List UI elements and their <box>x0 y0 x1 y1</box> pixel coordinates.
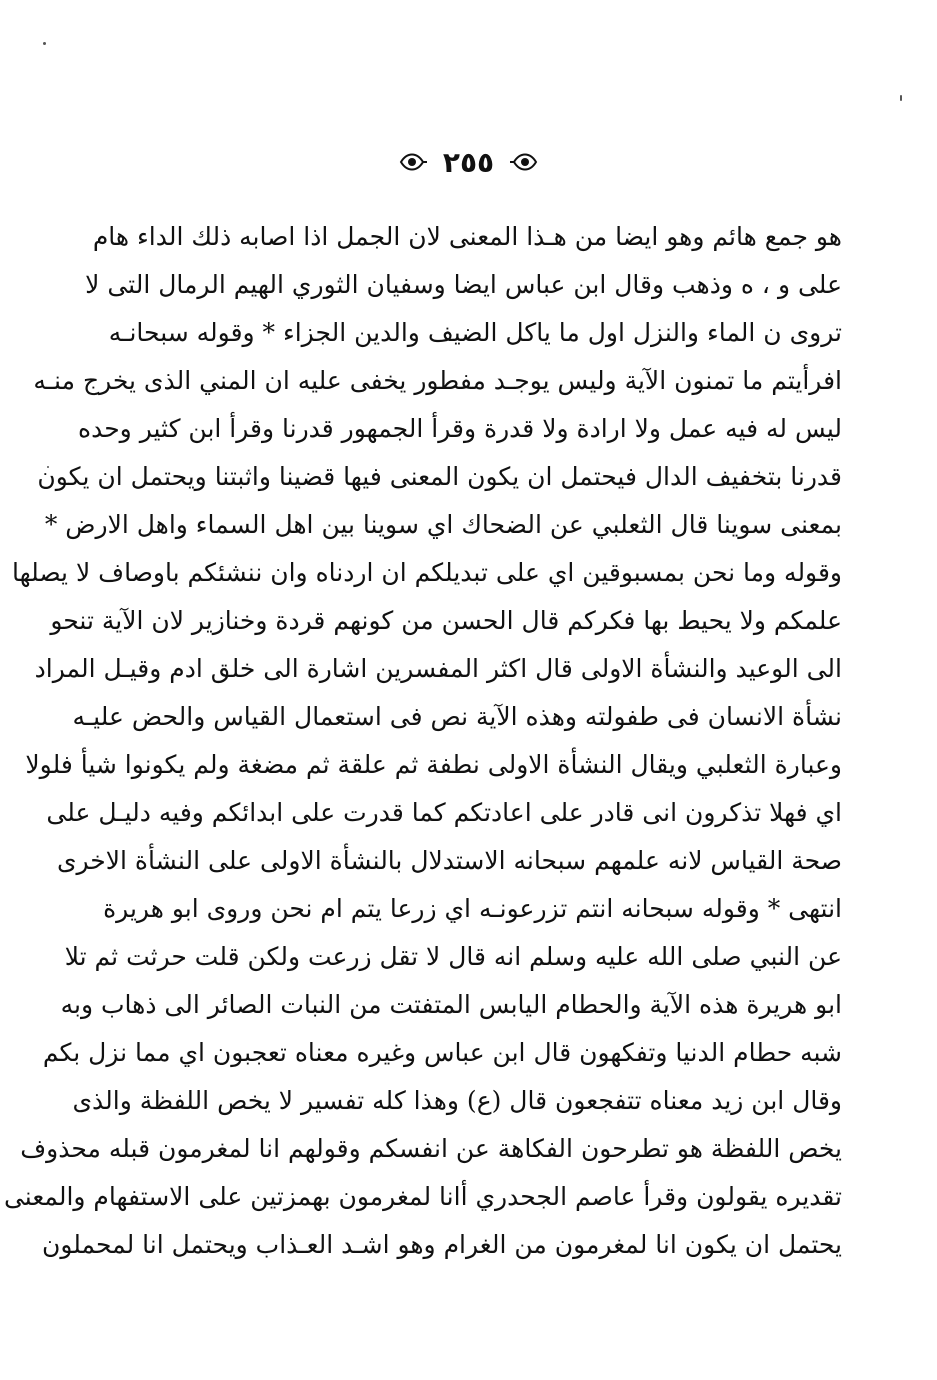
text-line: تروى ن الماء والنزل اول ما ياكل الضيف والدين الجزاء * وقوله سبحانـه <box>108 318 842 347</box>
text-line: عن النبي صلى الله عليه وسلم انه قال لا تقل زرعت ولكن قلت حرثت ثم تلا <box>64 942 842 971</box>
scan-speck <box>43 42 46 45</box>
text-line: نشأة الانسان فى طفولته وهذه الآية نص فى استعمال القياس والحض عليـه <box>72 702 842 731</box>
text-line: على و ، ه وذهب وقال ابن عباس ايضا وسفيان الثوري الهيم الرمال التى لا <box>85 270 842 299</box>
text-line: يحتمل ان يكون انا لمغرمون من الغرام وهو اشـد العـذاب ويحتمل انا لمحملون <box>42 1230 842 1259</box>
text-line: هو جمع هائم وهو ايضا من هـذا المعنى لان الجمل اذا اصابه ذلك الداء هام <box>92 222 842 251</box>
text-line: شبه حطام الدنيا وتفكهون قال ابن عباس وغيره معناه تعجبون اي مما نزل بكم <box>42 1038 842 1067</box>
text-line: افرأيتم ما تمنون الآية وليس يوجـد مفطور يخفى عليه ان المني الذى يخرج منـه <box>33 366 842 395</box>
text-line: قدرنا بتخفيف الدال فيحتمل ان يكون المعنى فيها قضينا واثبتنا ويحتمل ان يكون <box>37 462 842 491</box>
text-line: صحة القياس لانه علمهم سبحانه الاستدلال بالنشأة الاولى على النشأة الاخرى <box>56 846 842 875</box>
text-line: اي فهلا تذكرون انى قادر على اعادتكم كما قدرت على ابدائكم وفيه دليـل على <box>46 798 842 827</box>
scan-speck <box>900 95 902 101</box>
page-number: ٢٥٥ <box>442 145 495 179</box>
text-line: وقوله وما نحن بمسبوقين اي على تبديلكم ان اردناه وان ننشئكم باوصاف لا يصلها <box>11 558 842 587</box>
ornament-right-icon <box>397 147 427 177</box>
text-line: علمكم ولا يحيط بها فكركم قال الحسن من كونهم قردة وخنازير لان الآية تنحو <box>50 606 842 635</box>
text-line: ابو هريرة هذه الآية والحطام اليابس المتفتت من النبات الصائر الى ذهاب وبه <box>60 990 842 1019</box>
text-line: وعبارة الثعلبي ويقال النشأة الاولى نطفة ثم علقة ثم مضغة ولم يكونوا شيأ فلولا <box>25 750 842 779</box>
text-line: ليس له فيه عمل ولا ارادة ولا قدرة وقرأ الجمهور قدرنا وقرأ ابن كثير وحده <box>78 414 842 443</box>
page-header <box>0 140 937 184</box>
text-line: الى الوعيد والنشأة الاولى قال اكثر المفسرين اشارة الى خلق ادم وقيـل المراد <box>34 654 842 683</box>
body-text <box>3 213 842 1269</box>
text-line: وقال ابن زيد معناه تتفجعون قال (ع) وهذا كله تفسير لا يخص اللفظة والذى <box>72 1086 842 1115</box>
text-line: تقديره يقولون وقرأ عاصم الجحدري أانا لمغرمون بهمزتين على الاستفهام والمعنى <box>3 1182 842 1211</box>
text-line: يخص اللفظة هو تطرحون الفكاهة عن انفسكم وقولهم انا لمغرمون قبله محذوف <box>20 1134 842 1163</box>
text-line: انتهى * وقوله سبحانه انتم تزرعونـه اي زرعا يتم ام نحن وروى ابو هريرة <box>103 894 842 923</box>
ornament-left-icon <box>510 147 540 177</box>
text-line: بمعنى سوينا قال الثعلبي عن الضحاك اي سوينا بين اهل السماء واهل الارض * <box>44 510 842 539</box>
